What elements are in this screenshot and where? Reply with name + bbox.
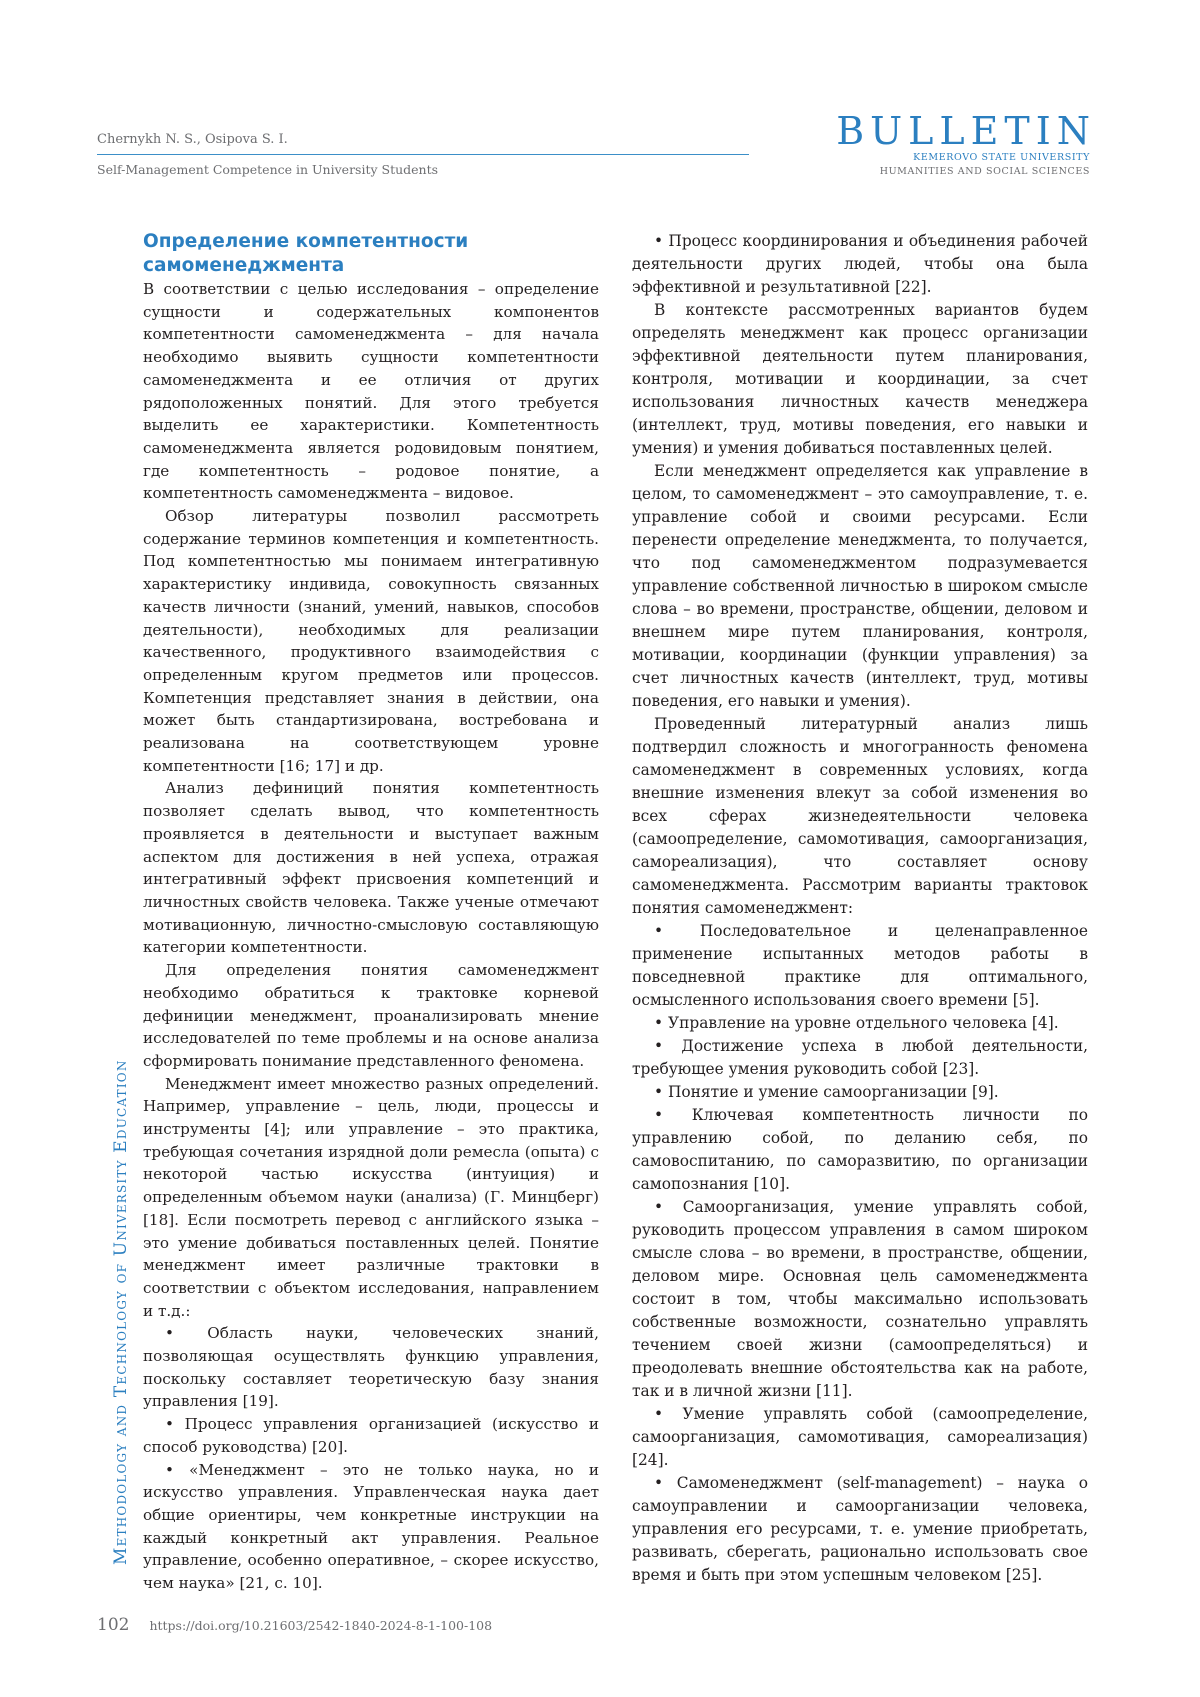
brand-university: KEMEROVO STATE UNIVERSITY <box>836 152 1090 163</box>
list-item: • Процесс координирования и объединения рабочей деятельности других людей, чтобы она была эффективной и результативной [22]. <box>632 230 1088 299</box>
journal-brand <box>836 112 1090 177</box>
list-item: • «Менеджмент – это не только наука, но и искусство управления. Управленческая наука дает общие ориентиры, чем конкретные инструкции на каждый конкретный акт управления. Реальное управление, особенно оперативное, – скорее искусство, чем наука» [21, с. 10]. <box>143 1459 599 1595</box>
paragraph: В контексте рассмотренных вариантов будем определять менеджмент как процесс организации эффективной деятельности путем планирования, контроля, мотивации и координации, за счет использования личностных качеств менеджера (интеллект, труд, мотивы поведения, его навыки и умения) и умения добиваться поставленных целей. <box>632 299 1088 460</box>
section-title: Определение компетентности самоменеджмента <box>143 230 599 278</box>
header-running-title: Self-Management Competence in University Students <box>97 162 438 177</box>
page-number: 102 <box>97 1615 129 1635</box>
list-item: • Последовательное и целенаправленное применение испытанных методов работы в повседневной практике для оптимального, осмысленного использования своего времени [5]. <box>632 920 1088 1012</box>
side-section-label: Methodology and Technology of University Education <box>111 1059 131 1565</box>
page-footer <box>97 1615 492 1635</box>
list-item: • Понятие и умение самоорганизации [9]. <box>632 1081 1088 1104</box>
brand-word: BULLETIN <box>836 112 1096 150</box>
left-column <box>143 230 599 1595</box>
paragraph: Если менеджмент определяется как управление в целом, то самоменеджмент – это самоуправление, т. е. управление собой и своими ресурсами. Если перенести определение менеджмента, то получается, что под самоменеджментом подразумевается управление собственной личностью в широком смысле слова – во времени, пространстве, общении, деловом и внешнем мире путем планирования, контроля, мотивации, координации (функции управления) за счет личностных качеств (интеллект, труд, мотивы поведения, его навыки и умения). <box>632 460 1088 713</box>
header-divider <box>97 154 749 155</box>
list-item: • Самоменеджмент (self-management) – наука о самоуправлении и самоорганизации человека, управления его ресурсами, т. е. умение приобретать, развивать, сберегать, рационально использовать свое время и быть при этом успешным человеком [25]. <box>632 1472 1088 1587</box>
doi-link[interactable]: https://doi.org/10.21603/2542-1840-2024-8-1-100-108 <box>149 1618 492 1633</box>
list-item: • Умение управлять собой (самоопределение, самоорганизация, самомотивация, самореализация) [24]. <box>632 1403 1088 1472</box>
paragraph: В соответствии с целью исследования – определение сущности и содержательных компонентов компетентности самоменеджмента – для начала необходимо выявить сущности компетентности самоменеджмента и ее отличия от других рядоположенных понятий. Для этого требуется выделить ее характеристики. Компетентность самоменеджмента является родовидовым понятием, где компетентность – родовое понятие, а компетентность самоменеджмента – видовое. <box>143 278 599 505</box>
header-authors: Chernykh N. S., Osipova S. I. <box>97 132 288 147</box>
paragraph: Для определения понятия самоменеджмент необходимо обратиться к трактовке корневой дефиниции менеджмент, проанализировать мнение исследователей по теме проблемы и на основе анализа сформировать понимание представленного феномена. <box>143 959 599 1073</box>
list-item: • Область науки, человеческих знаний, позволяющая осуществлять функцию управления, поскольку составляет теоретическую базу знания управления [19]. <box>143 1322 599 1413</box>
list-item: • Достижение успеха в любой деятельности, требующее умения руководить собой [23]. <box>632 1035 1088 1081</box>
paragraph: Анализ дефиниций понятия компетентность позволяет сделать вывод, что компетентность проявляется в деятельности и выступает важным аспектом для достижения в ней успеха, отражая интегративный эффект присвоения компетенций и личностных свойств человека. Также ученые отмечают мотивационную, личностно-смысловую составляющую категории компетентности. <box>143 777 599 959</box>
paragraph: Обзор литературы позволил рассмотреть содержание терминов компетенция и компетентность. Под компетентностью мы понимаем интегративную характеристику индивида, совокупность связанных качеств личности (знаний, умений, навыков, способов деятельности), необходимых для реализации качественного, продуктивного взаимодействия с определенным кругом предметов или процессов. Компетенция представляет знания в действии, она может быть стандартизирована, востребована и реализована на соответствующем уровне компетентности [16; 17] и др. <box>143 505 599 777</box>
list-item: • Управление на уровне отдельного человека [4]. <box>632 1012 1088 1035</box>
brand-series: HUMANITIES AND SOCIAL SCIENCES <box>836 166 1090 177</box>
list-item: • Самоорганизация, умение управлять собой, руководить процессом управления в самом широком смысле слова – во времени, в пространстве, общении, деловом мире. Основная цель самоменеджмента состоит в том, чтобы максимально использовать собственные возможности, сознательно управлять течением своей жизни (самоопределяться) и преодолевать внешние обстоятельства как на работе, так и в личной жизни [11]. <box>632 1196 1088 1403</box>
paragraph: Проведенный литературный анализ лишь подтвердил сложность и многогранность феномена самоменеджмент в современных условиях, когда внешние изменения влекут за собой изменения во всех сферах жизнедеятельности человека (самоопределение, самомотивация, самоорганизация, самореализация), что составляет основу самоменеджмента. Рассмотрим варианты трактовок понятия самоменеджмент: <box>632 713 1088 920</box>
paragraph: Менеджмент имеет множество разных определений. Например, управление – цель, люди, процессы и инструменты [4]; или управление – это практика, требующая сочетания изрядной доли ремесла (опыта) с некоторой частью искусства (интуиция) и определенным объемом науки (анализа) (Г. Минцберг) [18]. Если посмотреть перевод с английского языка – это умение добиваться поставленных целей. Понятие менеджмент имеет различные трактовки в соответствии с объектом исследования, направлением и т.д.: <box>143 1073 599 1323</box>
list-item: • Процесс управления организацией (искусство и способ руководства) [20]. <box>143 1413 599 1458</box>
right-column <box>632 230 1088 1587</box>
list-item: • Ключевая компетентность личности по управлению собой, по деланию себя, по самовоспитанию, по саморазвитию, по организации самопознания [10]. <box>632 1104 1088 1196</box>
